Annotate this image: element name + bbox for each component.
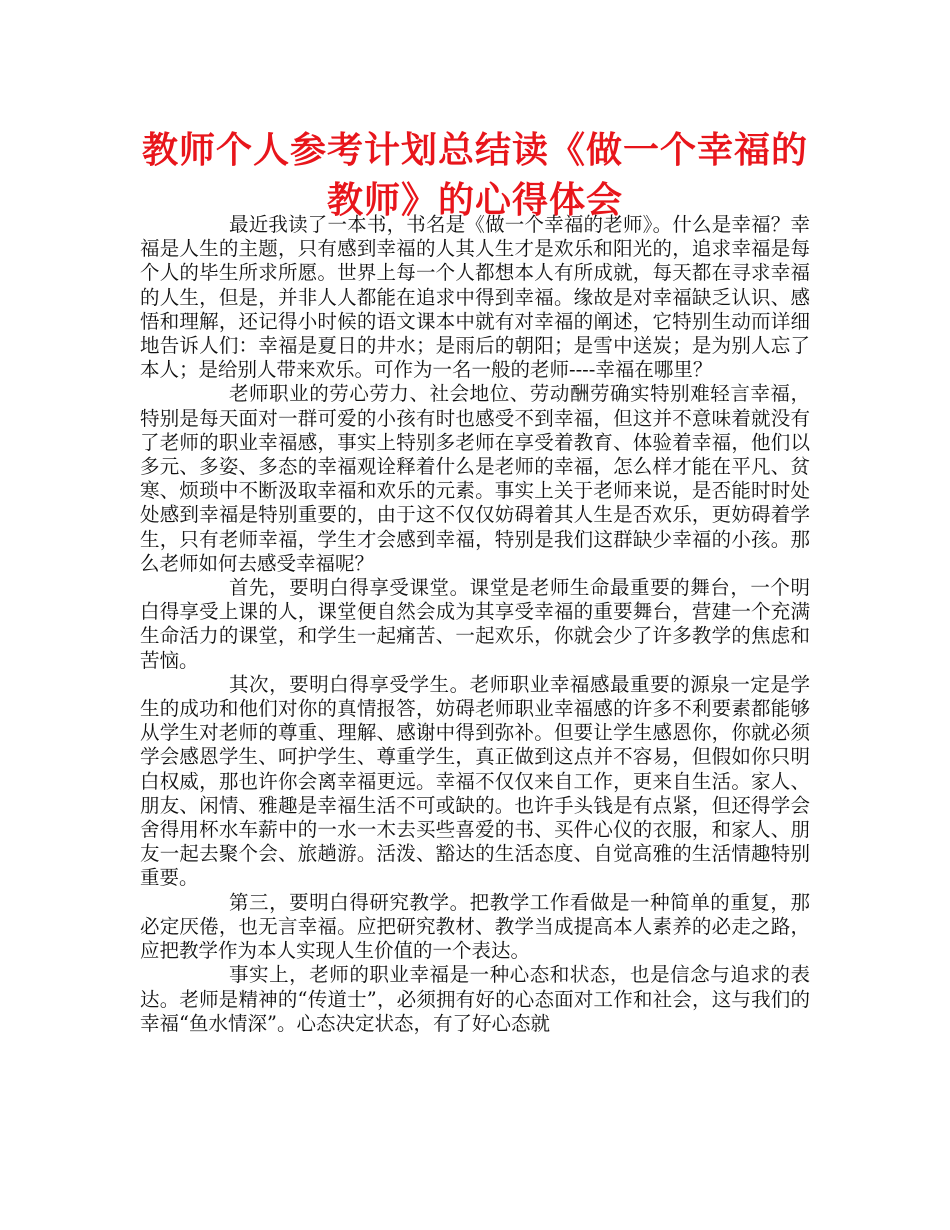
document-body: [140, 213, 810, 1036]
paragraph: 事实上，老师的职业幸福是一种心态和状态，也是信念与追求的表达。老师是精神的“传道士”，必须拥有好的心态面对工作和社会，这与我们的幸福“鱼水情深”。心态决定状态，有了好心态就: [140, 963, 810, 1035]
paragraph: 首先，要明白得享受课堂。课堂是老师生命最重要的舞台，一个明白得享受上课的人，课堂便自然会成为其享受幸福的重要舞台，营建一个充满生命活力的课堂，和学生一起痛苦、一起欢乐，你就会少了许多教学的焦虑和苦恼。: [140, 576, 810, 672]
paragraph: 老师职业的劳心劳力、社会地位、劳动酬劳确实特别难轻言幸福，特别是每天面对一群可爱的小孩有时也感受不到幸福，但这并不意味着就没有了老师的职业幸福感，事实上特别多老师在享受着教育、体验着幸福，他们以多元、多姿、多态的幸福观诠释着什么是老师的幸福，怎么样才能在平凡、贫寒、烦琐中不断汲取幸福和欢乐的元素。事实上关于老师来说，是否能时时处处感到幸福是特别重要的，由于这不仅仅妨碍着其人生是否欢乐，更妨碍着学生，只有老师幸福，学生才会感到幸福，特别是我们这群缺少幸福的小孩。那么老师如何去感受幸福呢？: [140, 382, 810, 575]
paragraph: 最近我读了一本书，书名是《做一个幸福的老师》。什么是幸福？幸福是人生的主题，只有感到幸福的人其人生才是欢乐和阳光的，追求幸福是每个人的毕生所求所愿。世界上每一个人都想本人有所成就，每天都在寻求幸福的人生，但是，并非人人都能在追求中得到幸福。缘故是对幸福缺乏认识、感悟和理解，还记得小时候的语文课本中就有对幸福的阐述，它特别生动而详细地告诉人们：幸福是夏日的井水；是雨后的朝阳；是雪中送炭；是为别人忘了本人；是给别人带来欢乐。可作为一名一般的老师----幸福在哪里？: [140, 213, 810, 382]
document-title: 教师个人参考计划总结读《做一个幸福的教师》的心得体会: [141, 130, 808, 221]
paragraph: 第三，要明白得研究教学。把教学工作看做是一种简单的重复，那必定厌倦，也无言幸福。应把研究教材、教学当成提高本人素养的必走之路，应把教学作为本人实现人生价值的一个表达。: [140, 890, 810, 963]
paragraph: 其次，要明白得享受学生。老师职业幸福感最重要的源泉一定是学生的成功和他们对你的真情报答，妨碍老师职业幸福感的许多不利要素都能够从学生对老师的尊重、理解、感谢中得到弥补。但要让学生感恩你，你就必须学会感恩学生、呵护学生、尊重学生，真正做到这点并不容易，但假如你只明白权威，那也许你会离幸福更远。幸福不仅仅来自工作，更来自生活。家人、朋友、闲情、雅趣是幸福生活不可或缺的。也许手头钱是有点紧，但还得学会舍得用杯水车薪中的一水一木去买些喜爱的书、买件心仪的衣服，和家人、朋友一起去聚个会、旅趟游。活泼、豁达的生活态度、自觉高雅的生活情趣特别重要。: [140, 672, 810, 890]
